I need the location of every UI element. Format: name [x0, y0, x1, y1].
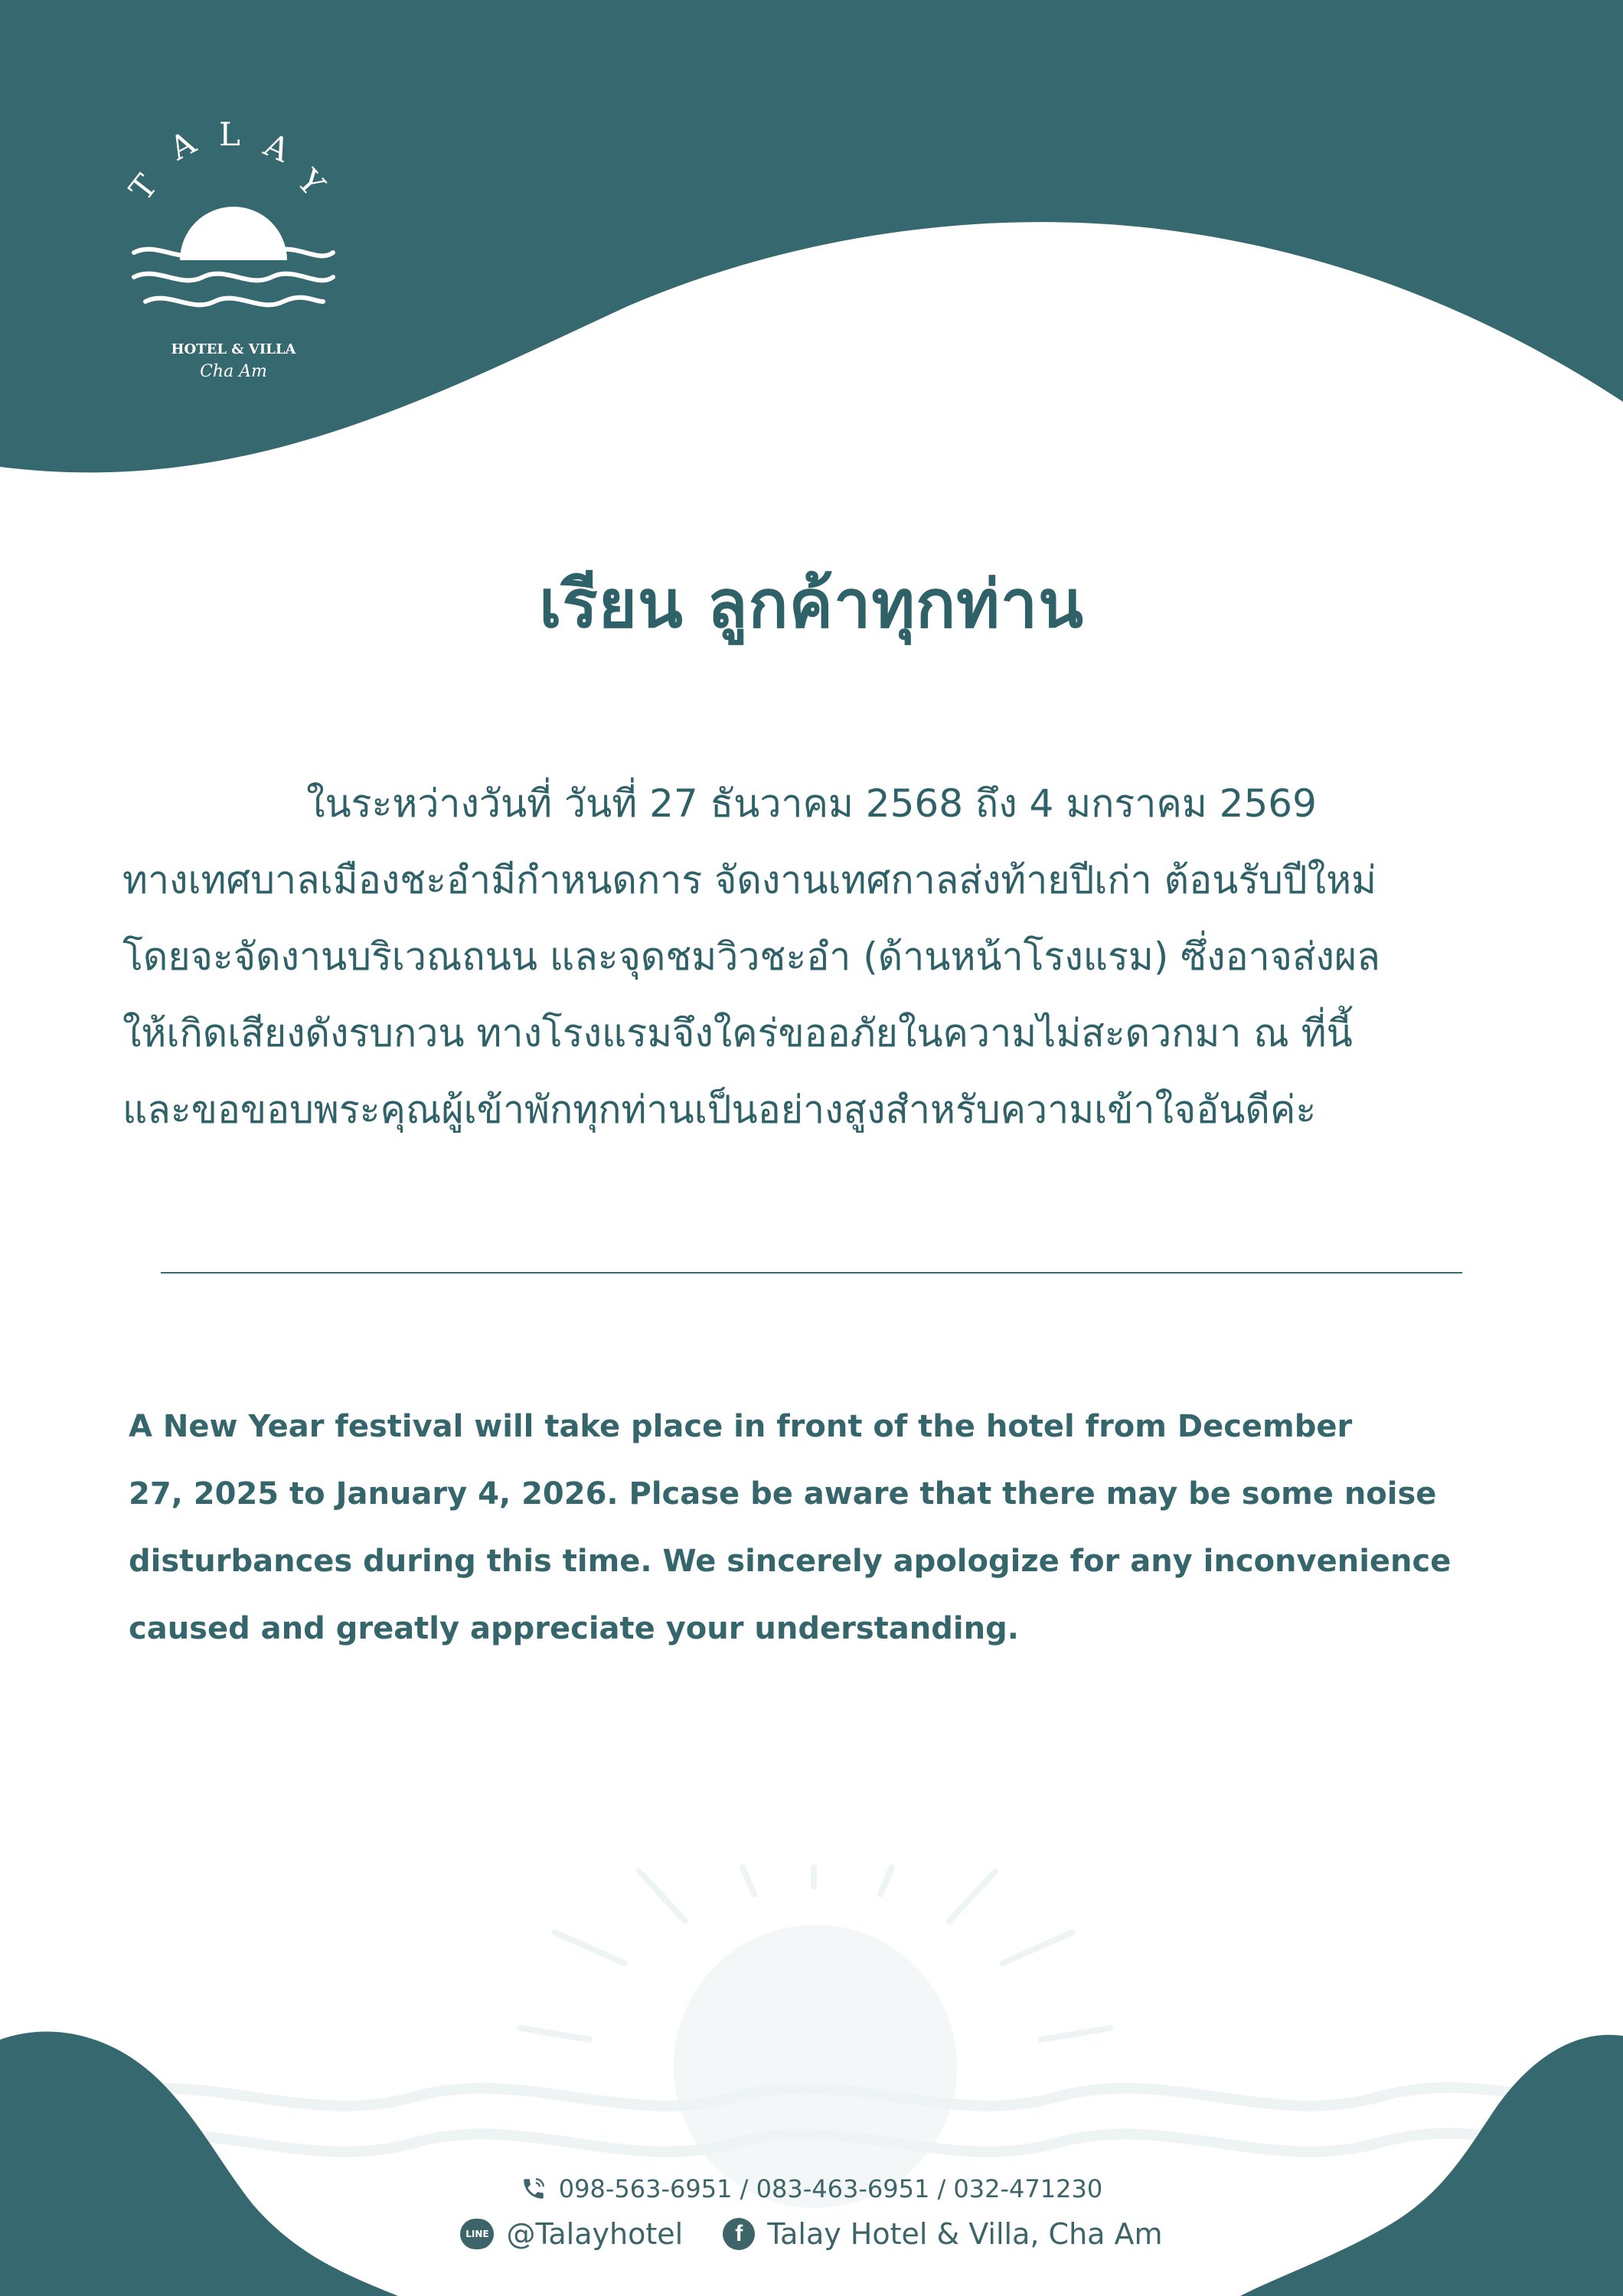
- facebook-name[interactable]: Talay Hotel & Villa, Cha Am: [767, 2217, 1163, 2251]
- english-notice-paragraph: [129, 1393, 1507, 1662]
- logo-letter-2: A: [163, 123, 202, 168]
- section-divider: [161, 1272, 1462, 1274]
- thai-line: และขอขอบพระคุณผู้เข้าพักทุกท่านเป็นอย่างสูงสำหรับความเข้าใจอันดีค่ะ: [122, 1088, 1317, 1132]
- logo-letter-4: A: [258, 126, 296, 170]
- phone-icon: [521, 2176, 547, 2202]
- line-icon: LINE: [460, 2219, 494, 2249]
- phone-numbers[interactable]: 098-563-6951 / 083-463-6951 / 032-471230: [558, 2174, 1103, 2203]
- english-line: caused and greatly appreciate your understanding.: [129, 1611, 1019, 1646]
- faint-sun: [674, 1925, 957, 2208]
- thai-line: ในระหว่างวันที่ วันที่ 27 ธันวาคม 2568 ถึง 4 มกราคม 2569: [306, 781, 1317, 826]
- logo-subtitle: HOTEL & VILLA: [171, 341, 296, 357]
- logo-location-script: Cha Am: [200, 362, 267, 381]
- thai-line: โดยจะจัดงานบริเวณถนน และจุดชมวิวชะอำ (ด้านหน้าโรงแรม) ซึ่งอาจส่งผล: [122, 934, 1380, 979]
- social-row: [0, 2211, 1623, 2257]
- facebook-icon: f: [723, 2218, 755, 2250]
- thai-line: ทางเทศบาลเมืองชะอำมีกำหนดการ จัดงานเทศกาลส่งท้ายปีเก่า ต้อนรับปีใหม่: [122, 858, 1376, 902]
- contact-footer: [0, 2170, 1623, 2257]
- phone-row: [0, 2170, 1623, 2208]
- english-line: 27, 2025 to January 4, 2026. Plcase be aware that there may be some noise: [129, 1476, 1437, 1512]
- english-line: A New Year festival will take place in front of the hotel from December: [129, 1409, 1353, 1444]
- notice-title: เรียน ลูกค้าทุกท่าน: [539, 566, 1084, 643]
- line-id[interactable]: @Talayhotel: [506, 2217, 684, 2251]
- logo-letter-1: T: [122, 167, 165, 208]
- english-line: disturbances during this time. We sincerely apologize for any inconvenience: [129, 1544, 1452, 1579]
- thai-line: ให้เกิดเสียงดังรบกวน ทางโรงแรมจึงใคร่ขออภัยในความไม่สะดวกมา ณ ที่นี้: [122, 1011, 1353, 1055]
- talay-logo: [122, 115, 345, 390]
- logo-letter-3: L: [219, 116, 240, 153]
- logo-arc-letters: [122, 116, 332, 207]
- logo-letter-5: Y: [289, 161, 332, 204]
- thai-notice-paragraph: [122, 765, 1501, 1148]
